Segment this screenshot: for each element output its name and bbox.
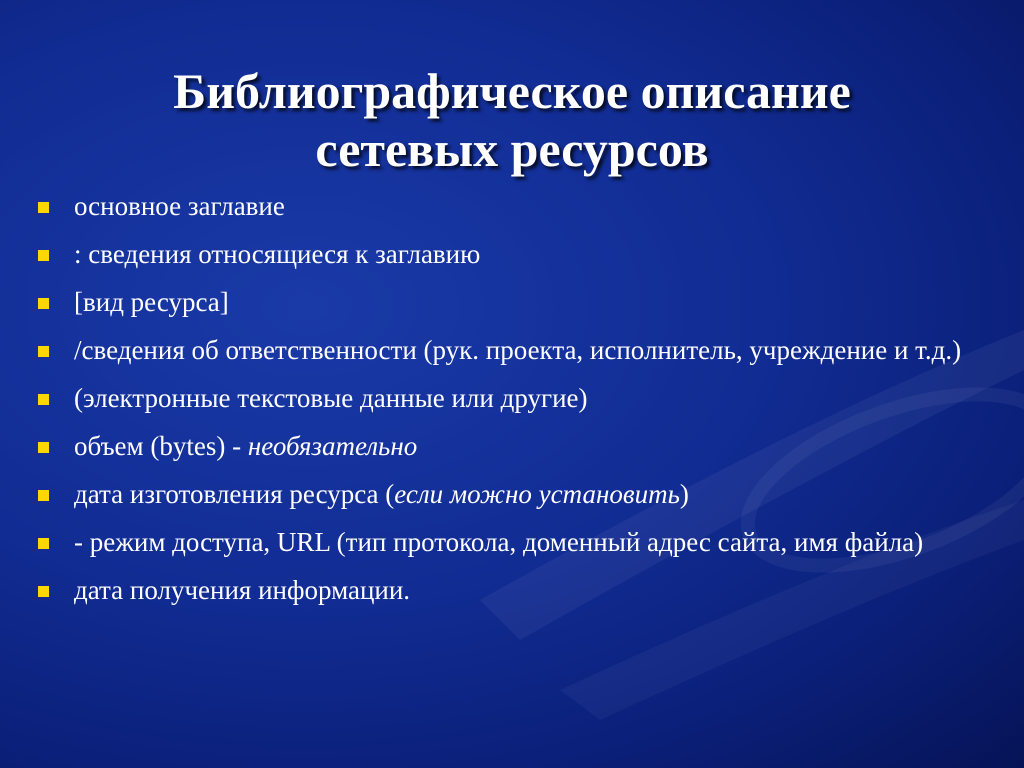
list-item-italic-text: необязательно: [247, 431, 418, 461]
bullet-square-icon: [38, 538, 49, 549]
list-item: [36, 524, 996, 561]
list-item-italic-text: если можно установить: [394, 479, 680, 509]
bullet-square-icon: [38, 394, 49, 405]
list-item-text: : сведения относящиеся к заглавию: [74, 239, 481, 269]
list-item-text: основное заглавие: [74, 191, 285, 221]
bullet-square-icon: [38, 202, 49, 213]
list-item-text: дата получения информации.: [74, 575, 411, 605]
list-item-suffix: ): [679, 479, 689, 509]
list-item: [36, 236, 996, 273]
list-item-text: дата изготовления ресурса (: [74, 479, 395, 509]
bullet-square-icon: [38, 250, 49, 261]
list-item: [36, 476, 996, 513]
list-item-text: (электронные текстовые данные или другие): [74, 383, 588, 413]
list-item-text: объем (bytes) -: [74, 431, 248, 461]
bullet-square-icon: [38, 490, 49, 501]
bullet-square-icon: [38, 586, 49, 597]
bullet-square-icon: [38, 442, 49, 453]
list-item-text: [вид ресурса]: [74, 287, 229, 317]
list-item: [36, 332, 996, 369]
bullet-square-icon: [38, 346, 49, 357]
list-item: [36, 572, 996, 609]
list-item: [36, 380, 996, 417]
list-item: [36, 188, 996, 225]
list-item-text: - режим доступа, URL (тип протокола, доменный адрес сайта, имя файла): [74, 527, 924, 557]
bullet-list: [36, 188, 996, 620]
list-item-text: /сведения об ответственности (рук. проекта, исполнитель, учреждение и т.д.): [74, 335, 962, 365]
slide-title: [0, 62, 1024, 178]
bullet-square-icon: [38, 298, 49, 309]
list-item: [36, 284, 996, 321]
slide-title-line-1: Библиографическое описание: [173, 62, 851, 119]
list-item: [36, 428, 996, 465]
slide-title-line-2: сетевых ресурсов: [315, 120, 709, 177]
